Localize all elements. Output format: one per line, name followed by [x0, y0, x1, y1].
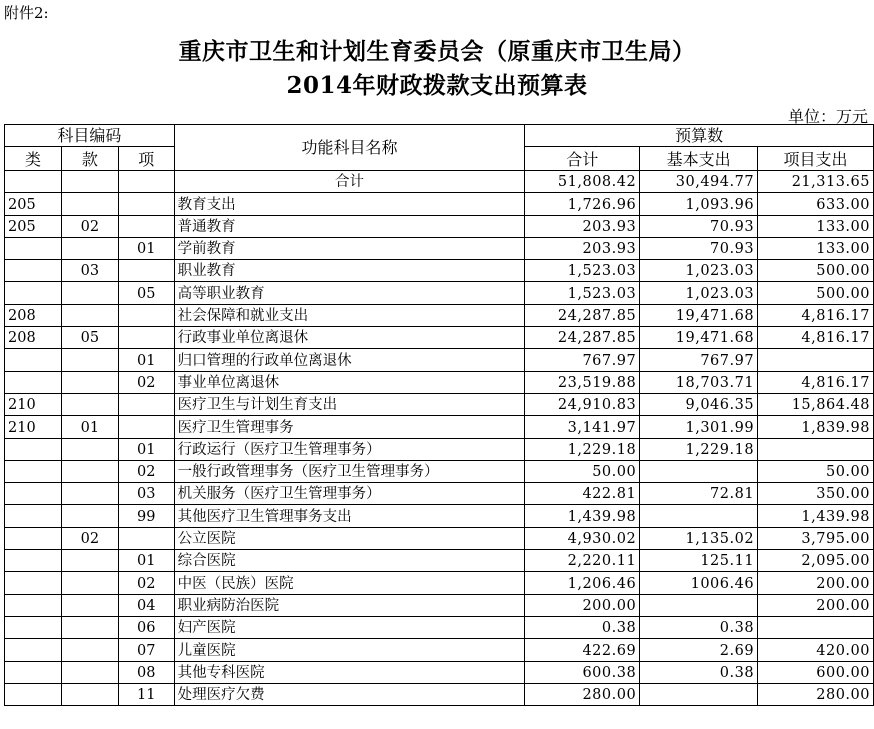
cell-total: 1,439.98 — [525, 505, 640, 527]
table-row — [5, 304, 874, 326]
cell-basic: 19,471.68 — [640, 304, 758, 326]
cell-lei: 205 — [5, 193, 62, 215]
cell-name: 教育支出 — [174, 193, 525, 215]
cell-kuan — [61, 171, 118, 193]
cell-basic: 1,301.99 — [640, 416, 758, 438]
cell-name: 高等职业教育 — [174, 282, 525, 304]
cell-xiang — [118, 304, 174, 326]
cell-project: 21,313.65 — [758, 171, 874, 193]
header-row-1 — [5, 125, 874, 147]
cell-project: 420.00 — [758, 639, 874, 661]
cell-name: 职业病防治医院 — [174, 594, 525, 616]
cell-kuan — [61, 594, 118, 616]
cell-kuan — [61, 349, 118, 371]
cell-xiang: 01 — [118, 550, 174, 572]
cell-project — [758, 616, 874, 638]
cell-basic — [640, 460, 758, 482]
cell-total: 24,287.85 — [525, 327, 640, 349]
cell-project: 200.00 — [758, 572, 874, 594]
cell-basic: 19,471.68 — [640, 327, 758, 349]
cell-project: 4,816.17 — [758, 304, 874, 326]
cell-name: 归口管理的行政单位离退休 — [174, 349, 525, 371]
table-row — [5, 416, 874, 438]
table-row — [5, 260, 874, 282]
table-row — [5, 572, 874, 594]
cell-xiang — [118, 416, 174, 438]
cell-xiang: 99 — [118, 505, 174, 527]
cell-kuan — [61, 661, 118, 683]
cell-name: 普通教育 — [174, 215, 525, 237]
cell-total: 1,726.96 — [525, 193, 640, 215]
cell-total: 2,220.11 — [525, 550, 640, 572]
cell-xiang — [118, 193, 174, 215]
cell-kuan — [61, 193, 118, 215]
table-row — [5, 393, 874, 415]
cell-total: 203.93 — [525, 237, 640, 259]
cell-name: 行政事业单位离退休 — [174, 327, 525, 349]
table-row — [5, 661, 874, 683]
cell-basic: 1,229.18 — [640, 438, 758, 460]
cell-xiang: 11 — [118, 683, 174, 705]
cell-basic — [640, 594, 758, 616]
cell-project: 500.00 — [758, 260, 874, 282]
cell-name: 中医（民族）医院 — [174, 572, 525, 594]
cell-basic: 767.97 — [640, 349, 758, 371]
cell-project: 133.00 — [758, 237, 874, 259]
cell-lei: 210 — [5, 393, 62, 415]
header-code-group: 科目编码 — [5, 125, 175, 147]
cell-xiang: 01 — [118, 349, 174, 371]
cell-project: 15,864.48 — [758, 393, 874, 415]
unit-label: 单位：万元 — [787, 107, 868, 126]
cell-xiang — [118, 327, 174, 349]
cell-kuan: 02 — [61, 527, 118, 549]
cell-basic: 18,703.71 — [640, 371, 758, 393]
cell-lei — [5, 639, 62, 661]
table-row — [5, 639, 874, 661]
table-row — [5, 616, 874, 638]
cell-total: 422.69 — [525, 639, 640, 661]
cell-xiang: 02 — [118, 572, 174, 594]
table-row — [5, 683, 874, 705]
cell-basic: 1006.46 — [640, 572, 758, 594]
cell-basic — [640, 505, 758, 527]
cell-kuan — [61, 683, 118, 705]
attachment-label: 附件2: — [4, 4, 49, 22]
cell-basic: 1,023.03 — [640, 260, 758, 282]
cell-basic: 0.38 — [640, 616, 758, 638]
table-row — [5, 371, 874, 393]
cell-project: 1,439.98 — [758, 505, 874, 527]
cell-total: 51,808.42 — [525, 171, 640, 193]
cell-name: 处理医疗欠费 — [174, 683, 525, 705]
table-row — [5, 438, 874, 460]
cell-total: 0.38 — [525, 616, 640, 638]
cell-total: 600.38 — [525, 661, 640, 683]
cell-xiang — [118, 260, 174, 282]
cell-lei — [5, 572, 62, 594]
cell-name: 综合医院 — [174, 550, 525, 572]
cell-lei — [5, 661, 62, 683]
document-title: 重庆市卫生和计划生育委员会（原重庆市卫生局） — [178, 38, 696, 65]
cell-project: 133.00 — [758, 215, 874, 237]
cell-lei — [5, 683, 62, 705]
cell-xiang: 05 — [118, 282, 174, 304]
cell-project: 500.00 — [758, 282, 874, 304]
cell-total: 24,910.83 — [525, 393, 640, 415]
cell-xiang: 04 — [118, 594, 174, 616]
cell-lei — [5, 237, 62, 259]
cell-basic: 30,494.77 — [640, 171, 758, 193]
cell-lei — [5, 260, 62, 282]
cell-total: 1,229.18 — [525, 438, 640, 460]
cell-total: 23,519.88 — [525, 371, 640, 393]
cell-project: 633.00 — [758, 193, 874, 215]
table-row — [5, 215, 874, 237]
cell-lei — [5, 616, 62, 638]
cell-kuan — [61, 438, 118, 460]
cell-project: 280.00 — [758, 683, 874, 705]
cell-basic: 2.69 — [640, 639, 758, 661]
cell-project: 50.00 — [758, 460, 874, 482]
cell-kuan — [61, 639, 118, 661]
cell-lei: 208 — [5, 327, 62, 349]
cell-project: 1,839.98 — [758, 416, 874, 438]
cell-basic: 72.81 — [640, 483, 758, 505]
cell-name: 学前教育 — [174, 237, 525, 259]
header-basic: 基本支出 — [640, 147, 758, 171]
header-kuan: 款 — [61, 147, 118, 171]
cell-project — [758, 349, 874, 371]
cell-name: 儿童医院 — [174, 639, 525, 661]
cell-name: 公立医院 — [174, 527, 525, 549]
cell-lei — [5, 483, 62, 505]
cell-lei — [5, 550, 62, 572]
table-row — [5, 193, 874, 215]
cell-kuan — [61, 393, 118, 415]
cell-kuan — [61, 505, 118, 527]
cell-lei — [5, 505, 62, 527]
cell-project: 4,816.17 — [758, 371, 874, 393]
cell-xiang: 01 — [118, 438, 174, 460]
cell-lei — [5, 171, 62, 193]
cell-name: 事业单位离退休 — [174, 371, 525, 393]
cell-total: 4,930.02 — [525, 527, 640, 549]
cell-kuan — [61, 237, 118, 259]
cell-xiang — [118, 527, 174, 549]
cell-project: 4,816.17 — [758, 327, 874, 349]
cell-total: 1,523.03 — [525, 282, 640, 304]
cell-xiang: 07 — [118, 639, 174, 661]
cell-kuan: 02 — [61, 215, 118, 237]
cell-project: 3,795.00 — [758, 527, 874, 549]
cell-kuan: 01 — [61, 416, 118, 438]
cell-xiang: 06 — [118, 616, 174, 638]
cell-name: 其他专科医院 — [174, 661, 525, 683]
table-row — [5, 550, 874, 572]
header-total: 合计 — [525, 147, 640, 171]
table-row — [5, 171, 874, 193]
cell-basic: 0.38 — [640, 661, 758, 683]
cell-total: 3,141.97 — [525, 416, 640, 438]
cell-xiang: 08 — [118, 661, 174, 683]
cell-project: 350.00 — [758, 483, 874, 505]
budget-table — [4, 124, 874, 706]
table-row — [5, 237, 874, 259]
cell-xiang: 02 — [118, 460, 174, 482]
cell-lei — [5, 594, 62, 616]
cell-kuan: 03 — [61, 260, 118, 282]
cell-name: 一般行政管理事务（医疗卫生管理事务） — [174, 460, 525, 482]
cell-lei — [5, 371, 62, 393]
cell-name: 医疗卫生与计划生育支出 — [174, 393, 525, 415]
cell-project: 200.00 — [758, 594, 874, 616]
cell-basic — [640, 683, 758, 705]
header-project: 项目支出 — [758, 147, 874, 171]
header-lei: 类 — [5, 147, 62, 171]
cell-name: 行政运行（医疗卫生管理事务） — [174, 438, 525, 460]
cell-lei: 208 — [5, 304, 62, 326]
table-row — [5, 594, 874, 616]
cell-total: 203.93 — [525, 215, 640, 237]
cell-kuan — [61, 483, 118, 505]
cell-total: 767.97 — [525, 349, 640, 371]
cell-kuan — [61, 460, 118, 482]
cell-kuan — [61, 550, 118, 572]
cell-kuan — [61, 616, 118, 638]
table-row — [5, 527, 874, 549]
cell-lei: 205 — [5, 215, 62, 237]
cell-project — [758, 438, 874, 460]
cell-total: 1,206.46 — [525, 572, 640, 594]
cell-basic: 125.11 — [640, 550, 758, 572]
cell-lei — [5, 349, 62, 371]
cell-total: 50.00 — [525, 460, 640, 482]
cell-name: 社会保障和就业支出 — [174, 304, 525, 326]
cell-xiang — [118, 171, 174, 193]
cell-total: 422.81 — [525, 483, 640, 505]
cell-lei — [5, 282, 62, 304]
table-row — [5, 327, 874, 349]
cell-name: 其他医疗卫生管理事务支出 — [174, 505, 525, 527]
cell-total: 200.00 — [525, 594, 640, 616]
cell-total: 280.00 — [525, 683, 640, 705]
table-row — [5, 483, 874, 505]
cell-project: 2,095.00 — [758, 550, 874, 572]
cell-basic: 1,093.96 — [640, 193, 758, 215]
cell-kuan: 05 — [61, 327, 118, 349]
table-row — [5, 349, 874, 371]
cell-name: 合计 — [174, 171, 525, 193]
cell-kuan — [61, 304, 118, 326]
cell-lei — [5, 438, 62, 460]
header-name: 功能科目名称 — [174, 125, 525, 171]
cell-kuan — [61, 282, 118, 304]
cell-basic: 1,023.03 — [640, 282, 758, 304]
cell-name: 医疗卫生管理事务 — [174, 416, 525, 438]
table-row — [5, 460, 874, 482]
cell-total: 24,287.85 — [525, 304, 640, 326]
document-subtitle: 2014年财政拨款支出预算表 — [286, 72, 588, 99]
cell-kuan — [61, 572, 118, 594]
table-row — [5, 505, 874, 527]
cell-total: 1,523.03 — [525, 260, 640, 282]
cell-xiang — [118, 215, 174, 237]
cell-project: 600.00 — [758, 661, 874, 683]
cell-xiang — [118, 393, 174, 415]
header-xiang: 项 — [118, 147, 174, 171]
cell-xiang: 01 — [118, 237, 174, 259]
cell-basic: 9,046.35 — [640, 393, 758, 415]
cell-lei — [5, 527, 62, 549]
cell-basic: 1,135.02 — [640, 527, 758, 549]
cell-basic: 70.93 — [640, 215, 758, 237]
cell-lei — [5, 460, 62, 482]
cell-name: 职业教育 — [174, 260, 525, 282]
cell-kuan — [61, 371, 118, 393]
cell-xiang: 02 — [118, 371, 174, 393]
cell-basic: 70.93 — [640, 237, 758, 259]
cell-xiang: 03 — [118, 483, 174, 505]
cell-lei: 210 — [5, 416, 62, 438]
cell-name: 机关服务（医疗卫生管理事务） — [174, 483, 525, 505]
header-budget-group: 预算数 — [525, 125, 874, 147]
cell-name: 妇产医院 — [174, 616, 525, 638]
table-row — [5, 282, 874, 304]
